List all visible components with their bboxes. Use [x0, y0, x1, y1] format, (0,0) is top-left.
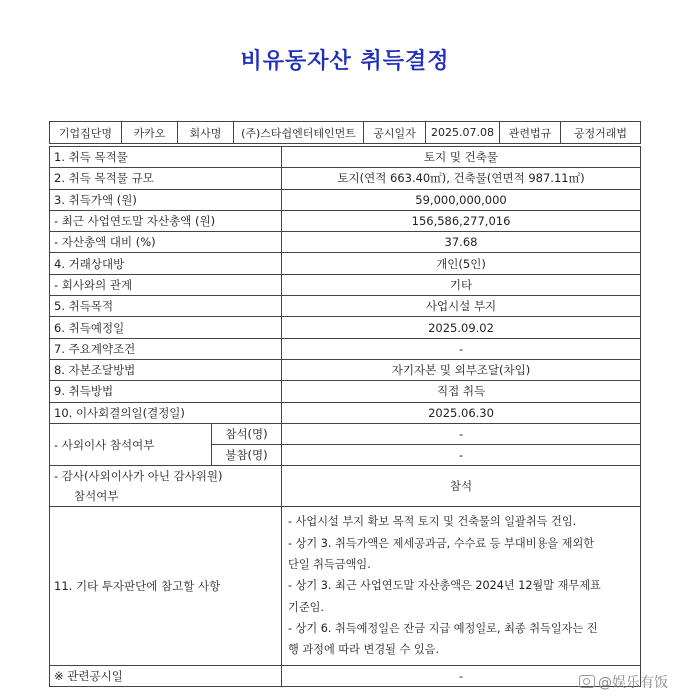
table-row — [50, 338, 641, 359]
row-value: - — [282, 338, 641, 359]
outside-directors-label: - 사외이사 참석여부 — [50, 423, 212, 466]
law-value: 공정거래법 — [561, 122, 641, 144]
note-line: 기준임. — [288, 600, 324, 614]
row-value: 2025.09.02 — [282, 317, 641, 338]
table-row — [50, 296, 641, 317]
page-title: 비유동자산 취득결정 — [240, 49, 450, 74]
note-line: - 상기 3. 최근 사업연도말 자산총액은 2024년 12월말 재무제표 — [288, 579, 601, 593]
row-value: 2025.06.30 — [282, 402, 641, 423]
row-value: 59,000,000,000 — [282, 189, 641, 210]
company-value: (주)스타쉽엔터테인먼트 — [234, 122, 364, 144]
table-row — [50, 189, 641, 210]
note-line: 단일 취득금액임. — [288, 558, 371, 572]
table-row — [50, 147, 641, 168]
row-label: 3. 취득가액 (원) — [50, 189, 282, 210]
auditor-label-line2: 참석여부 — [74, 489, 119, 504]
note-line: - 상기 3. 취득가액은 제세공과금, 수수료 등 부대비용을 제외한 — [288, 536, 595, 550]
table-row — [50, 402, 641, 423]
auditor-row — [50, 466, 641, 507]
watermark-text: @娱乐有饭 — [598, 675, 668, 691]
other-notes-row — [50, 507, 641, 665]
auditor-label-line1: - 감사(사외이사가 아닌 감사위원) — [54, 469, 223, 484]
row-label: - 회사와의 관계 — [50, 274, 282, 295]
row-label: 9. 취득방법 — [50, 381, 282, 402]
absent-label: 불참(명) — [212, 445, 282, 466]
row-label: 6. 취득예정일 — [50, 317, 282, 338]
row-label: - 자산총액 대비 (%) — [50, 232, 282, 253]
group-value: 카카오 — [122, 122, 178, 144]
note-line: - 상기 6. 취득예정일은 잔금 지급 예정일로, 최종 취득일자는 진 — [288, 621, 598, 635]
table-row — [50, 168, 641, 189]
date-value: 2025.07.08 — [426, 122, 500, 144]
note-line: 행 과정에 따라 변경될 수 있음. — [288, 643, 440, 657]
row-value: 37.68 — [282, 232, 641, 253]
related-value: - — [282, 665, 641, 686]
company-label: 회사명 — [178, 122, 234, 144]
note-line: - 사업시설 부지 확보 목적 토지 및 건축물의 일괄취득 건임. — [288, 515, 577, 529]
related-label: ※ 관련공시일 — [50, 665, 282, 686]
row-value: 토지 및 건축물 — [282, 147, 641, 168]
table-row — [50, 274, 641, 295]
header-table — [49, 121, 641, 144]
row-value: 개인(5인) — [282, 253, 641, 274]
row-value: 직접 취득 — [282, 381, 641, 402]
law-label: 관련법규 — [500, 122, 561, 144]
table-row — [50, 359, 641, 380]
table-row — [50, 317, 641, 338]
row-label: 1. 취득 목적물 — [50, 147, 282, 168]
row-label: 8. 자본조달방법 — [50, 359, 282, 380]
row-label: 5. 취득목적 — [50, 296, 282, 317]
watermark — [579, 672, 668, 692]
row-value: 사업시설 부지 — [282, 296, 641, 317]
row-value: 토지(연적 663.40㎡), 건축물(연면적 987.11㎡) — [282, 168, 641, 189]
row-label: 10. 이사회결의일(결정일) — [50, 402, 282, 423]
row-label: 7. 주요계약조건 — [50, 338, 282, 359]
row-label: 4. 거래상대방 — [50, 253, 282, 274]
disclosure-table — [49, 146, 641, 687]
row-value: 기타 — [282, 274, 641, 295]
row-value: 156,586,277,016 — [282, 210, 641, 231]
present-value: - — [282, 423, 641, 444]
present-label: 참석(명) — [212, 423, 282, 444]
table-row — [50, 381, 641, 402]
date-label: 공시일자 — [364, 122, 426, 144]
table-row — [50, 210, 641, 231]
row-label: 2. 취득 목적물 규모 — [50, 168, 282, 189]
table-row — [50, 232, 641, 253]
other-notes-label: 11. 기타 투자판단에 참고할 사항 — [50, 507, 282, 665]
outside-directors-row — [50, 423, 641, 444]
auditor-value: 참석 — [282, 466, 641, 507]
row-label: - 최근 사업연도말 자산총액 (원) — [50, 210, 282, 231]
row-value: 자기자본 및 외부조달(차입) — [282, 359, 641, 380]
table-row — [50, 253, 641, 274]
related-row — [50, 665, 641, 686]
absent-value: - — [282, 445, 641, 466]
other-notes-text — [282, 507, 641, 665]
weibo-camera-icon — [579, 675, 595, 688]
group-label: 기업집단명 — [50, 122, 122, 144]
auditor-label — [50, 466, 282, 507]
